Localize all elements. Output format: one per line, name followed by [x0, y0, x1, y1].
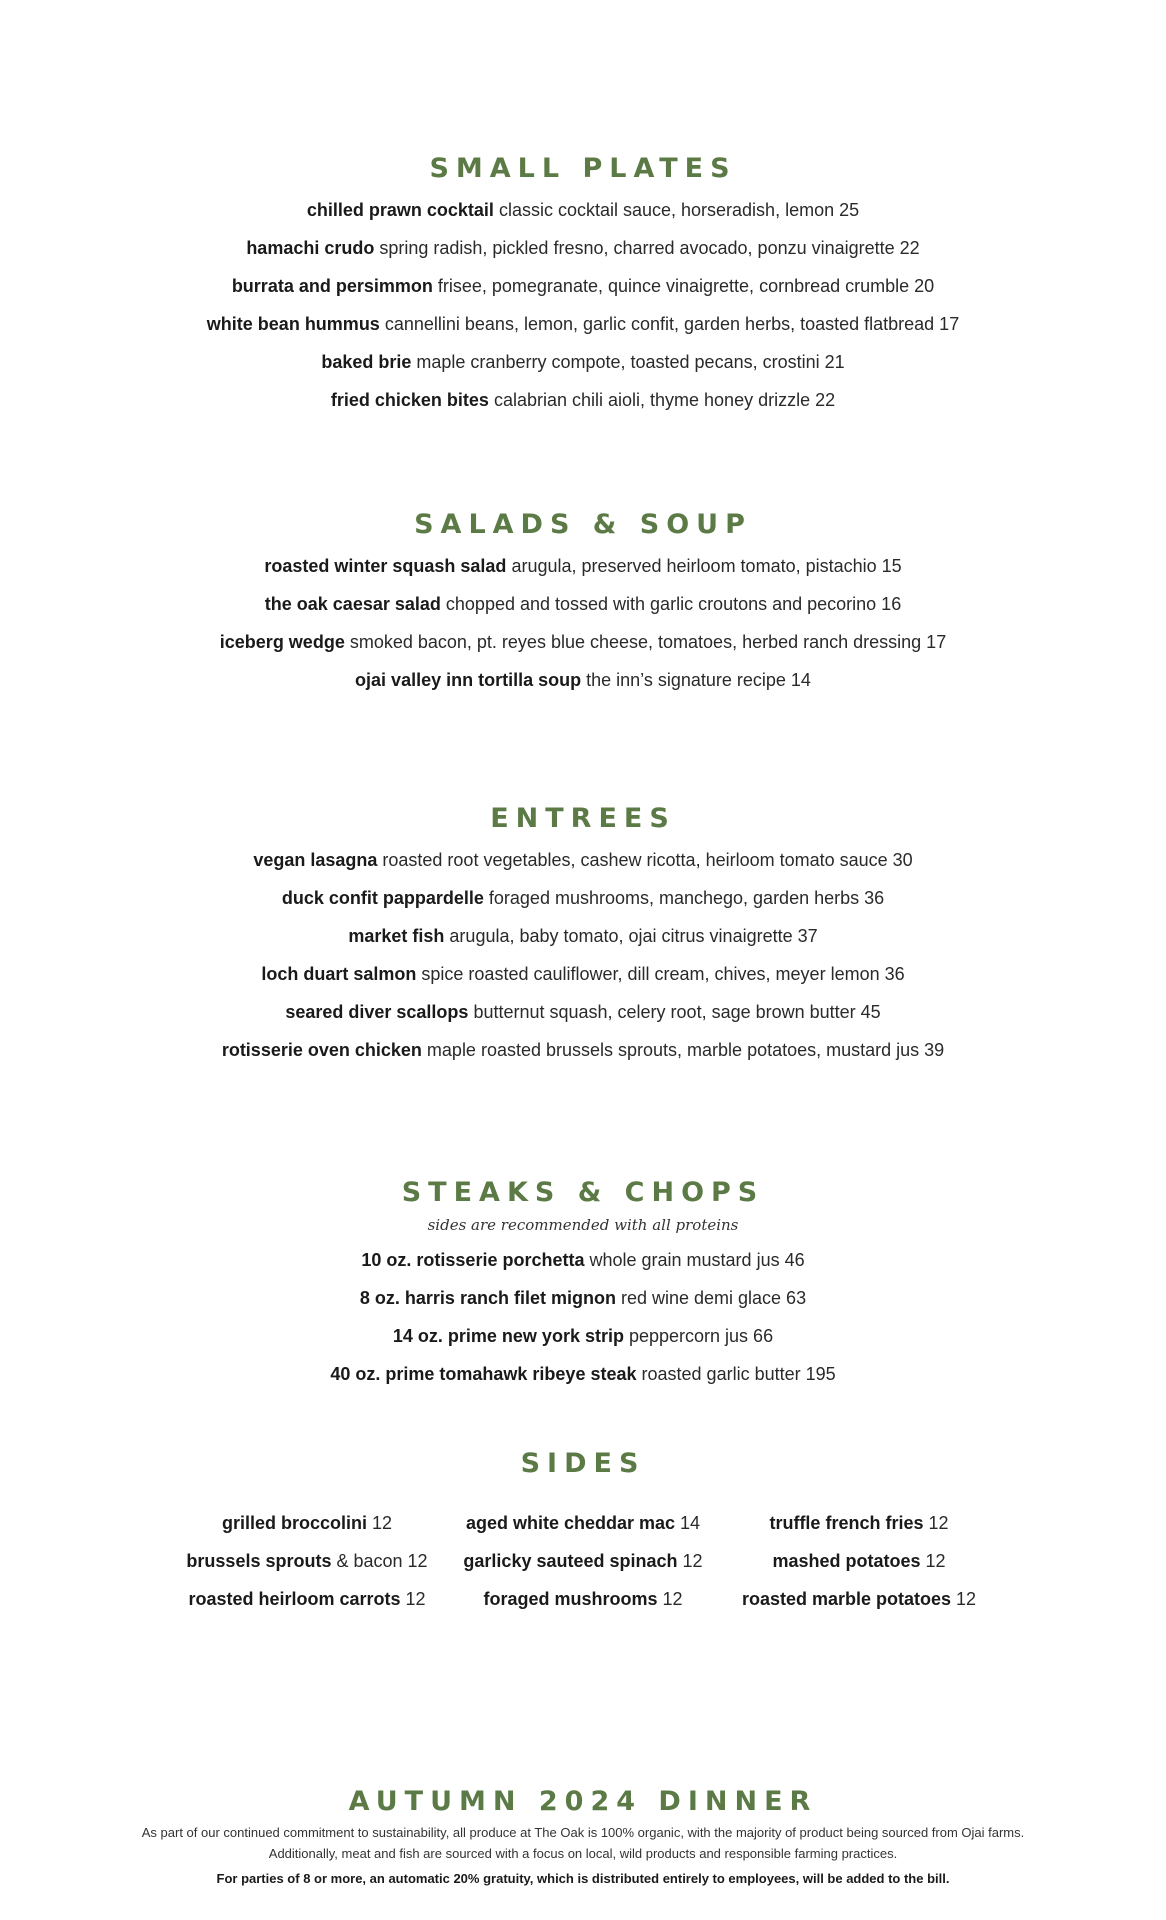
menu-item	[0, 1317, 1166, 1355]
sides-grid	[0, 1504, 1166, 1618]
side-item	[169, 1580, 445, 1618]
menu-item	[0, 191, 1166, 229]
side-item	[169, 1542, 445, 1580]
entrees-heading: ENTREES	[490, 803, 676, 834]
menu-item	[0, 547, 1166, 585]
sides-heading: SIDES	[520, 1448, 646, 1479]
side-item	[445, 1542, 721, 1580]
item-description: peppercorn jus 66	[628, 1326, 774, 1346]
menu-item	[0, 1279, 1166, 1317]
side-item	[721, 1542, 997, 1580]
menu-item	[0, 623, 1166, 661]
item-description: roasted garlic butter 195	[641, 1364, 836, 1384]
item-description: chopped and tossed with garlic croutons and pecorino 16	[445, 594, 902, 614]
small-plates-heading: SMALL PLATES	[429, 153, 737, 184]
sides-section	[0, 1444, 1166, 1618]
item-description: 12	[928, 1513, 949, 1533]
item-description: 12	[405, 1589, 426, 1609]
item-description: the inn’s signature recipe 14	[586, 670, 811, 690]
item-name: ojai valley inn tortilla soup	[355, 670, 582, 690]
menu-item	[0, 305, 1166, 343]
item-description: whole grain mustard jus 46	[589, 1250, 805, 1270]
item-name: roasted marble potatoes	[741, 1589, 951, 1609]
menu-item	[0, 993, 1166, 1031]
item-name: fried chicken bites	[330, 390, 489, 410]
footer-section	[0, 1782, 1166, 1889]
item-description: arugula, baby tomato, ojai citrus vinaigrette 37	[449, 926, 818, 946]
salads-section	[0, 505, 1166, 699]
menu-item	[0, 585, 1166, 623]
item-name: baked brie	[321, 352, 412, 372]
item-name: loch duart salmon	[261, 964, 417, 984]
side-item	[445, 1580, 721, 1618]
item-description: spring radish, pickled fresno, charred avocado, ponzu vinaigrette 22	[379, 238, 920, 258]
item-name: aged white cheddar mac	[465, 1513, 676, 1533]
item-description: calabrian chili aioli, thyme honey drizzle 22	[493, 390, 836, 410]
item-description: roasted root vegetables, cashew ricotta, heirloom tomato sauce 30	[382, 850, 913, 870]
item-name: garlicky sauteed spinach	[463, 1551, 678, 1571]
side-item	[721, 1580, 997, 1618]
item-description: 14	[680, 1513, 701, 1533]
menu-item	[0, 1241, 1166, 1279]
sides-column	[721, 1504, 997, 1618]
item-name: market fish	[348, 926, 445, 946]
item-description: 12	[372, 1513, 393, 1533]
item-name: foraged mushrooms	[483, 1589, 658, 1609]
item-name: seared diver scallops	[285, 1002, 469, 1022]
menu-item	[0, 879, 1166, 917]
menu-item	[0, 661, 1166, 699]
menu-item	[0, 955, 1166, 993]
item-description: butternut squash, celery root, sage brown butter 45	[473, 1002, 881, 1022]
item-description: smoked bacon, pt. reyes blue cheese, tomatoes, herbed ranch dressing 17	[349, 632, 947, 652]
side-item	[169, 1504, 445, 1542]
menu-item	[0, 343, 1166, 381]
item-description: 12	[662, 1589, 683, 1609]
salads-heading: SALADS & SOUP	[414, 509, 752, 540]
item-description: 12	[956, 1589, 977, 1609]
menu-item	[0, 1031, 1166, 1069]
steaks-subheading: sides are recommended with all proteins	[427, 1216, 739, 1234]
sourcing-note: Additionally, meat and fish are sourced with a focus on local, wild products and responsible farming practices.	[268, 1846, 898, 1861]
item-name: chilled prawn cocktail	[306, 200, 494, 220]
side-item	[721, 1504, 997, 1542]
item-name: truffle french fries	[769, 1513, 924, 1533]
sides-column	[169, 1504, 445, 1618]
item-name: 10 oz. rotisserie porchetta	[361, 1250, 585, 1270]
sustainability-note: As part of our continued commitment to sustainability, all produce at The Oak is 100% organic, with the majority of product being sourced from Ojai farms.	[141, 1825, 1025, 1840]
item-name: iceberg wedge	[219, 632, 345, 652]
item-description: spice roasted cauliflower, dill cream, chives, meyer lemon 36	[421, 964, 905, 984]
menu-item	[0, 267, 1166, 305]
menu-item	[0, 841, 1166, 879]
item-name: hamachi crudo	[246, 238, 375, 258]
item-name: vegan lasagna	[253, 850, 378, 870]
item-name: roasted winter squash salad	[264, 556, 507, 576]
item-description: 12	[925, 1551, 946, 1571]
item-description: maple cranberry compote, toasted pecans, crostini 21	[416, 352, 845, 372]
item-description: red wine demi glace 63	[620, 1288, 807, 1308]
item-description: maple roasted brussels sprouts, marble potatoes, mustard jus 39	[426, 1040, 945, 1060]
steaks-heading: STEAKS & CHOPS	[401, 1177, 765, 1208]
item-name: 14 oz. prime new york strip	[392, 1326, 624, 1346]
item-name: roasted heirloom carrots	[188, 1589, 401, 1609]
steaks-section	[0, 1173, 1166, 1393]
menu-item	[0, 381, 1166, 419]
item-description: & bacon 12	[336, 1551, 428, 1571]
item-description: cannellini beans, lemon, garlic confit, garden herbs, toasted flatbread 17	[384, 314, 960, 334]
small-plates-section	[0, 149, 1166, 419]
item-description: arugula, preserved heirloom tomato, pistachio 15	[511, 556, 902, 576]
gratuity-note: For parties of 8 or more, an automatic 20% gratuity, which is distributed entirely to employees, will be added to the bill.	[216, 1871, 950, 1886]
item-name: mashed potatoes	[772, 1551, 921, 1571]
sides-column	[445, 1504, 721, 1618]
item-name: 40 oz. prime tomahawk ribeye steak	[330, 1364, 637, 1384]
side-item	[445, 1504, 721, 1542]
item-name: duck confit pappardelle	[281, 888, 484, 908]
item-name: burrata and persimmon	[231, 276, 433, 296]
item-name: grilled broccolini	[221, 1513, 367, 1533]
entrees-section	[0, 799, 1166, 1069]
item-name: rotisserie oven chicken	[221, 1040, 422, 1060]
item-name: brussels sprouts	[186, 1551, 332, 1571]
item-name: white bean hummus	[206, 314, 380, 334]
season-title: AUTUMN 2024 DINNER	[348, 1786, 818, 1817]
item-description: frisee, pomegranate, quince vinaigrette, cornbread crumble 20	[437, 276, 935, 296]
item-name: 8 oz. harris ranch filet mignon	[359, 1288, 616, 1308]
item-description: classic cocktail sauce, horseradish, lemon 25	[498, 200, 860, 220]
item-description: foraged mushrooms, manchego, garden herbs 36	[488, 888, 885, 908]
menu-item	[0, 229, 1166, 267]
menu-item	[0, 1355, 1166, 1393]
item-name: the oak caesar salad	[264, 594, 441, 614]
item-description: 12	[682, 1551, 703, 1571]
menu-item	[0, 917, 1166, 955]
